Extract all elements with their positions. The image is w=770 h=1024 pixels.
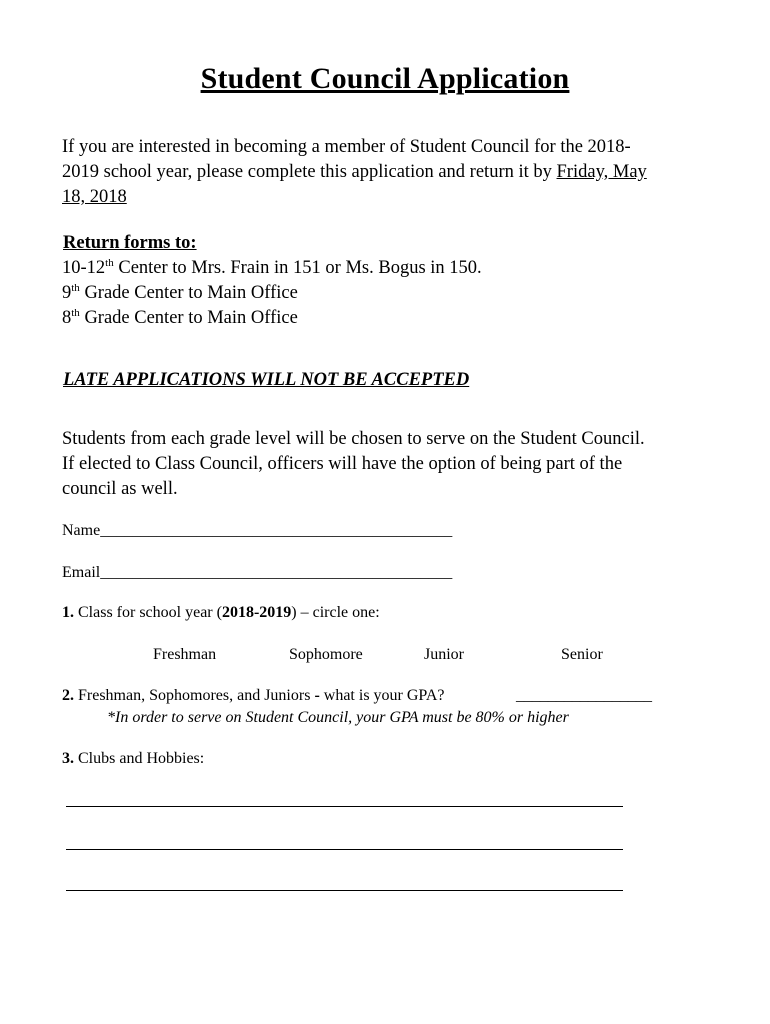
name-field[interactable] <box>62 522 452 540</box>
dash: - <box>314 687 320 704</box>
deadline-date: Friday, May <box>556 162 647 182</box>
ordinal-suffix: th <box>105 256 114 269</box>
clubs-answer-line-2[interactable] <box>66 849 623 850</box>
return-item-9 <box>62 281 298 306</box>
ordinal-suffix: th <box>71 306 80 319</box>
clubs-answer-line-1[interactable] <box>66 806 623 807</box>
question-number: 3. <box>62 750 74 767</box>
page-title: Student Council Application <box>200 62 570 95</box>
intro-line-2 <box>62 160 647 185</box>
question-text: Class for school year ( <box>74 604 222 621</box>
gpa-blank[interactable]: _________________ <box>516 687 652 704</box>
body-line-1: Students from each grade level will be chosen to serve on the Student Council. <box>62 429 645 449</box>
option-sophomore[interactable]: Sophomore <box>289 646 363 663</box>
school-year: 2018-2019 <box>221 604 292 621</box>
gpa-requirement-note: *In order to serve on Student Council, your GPA must be 80% or higher <box>107 709 569 726</box>
return-item-8 <box>62 306 298 331</box>
question-text: what is your GPA? <box>319 687 445 704</box>
question-number: 1. <box>62 604 74 621</box>
return-location: Grade Center to Main Office <box>79 308 298 328</box>
email-blank[interactable]: ____________________________________________ <box>100 564 453 581</box>
intro-text: 2019 school year, please complete this application and return it by <box>62 162 557 182</box>
grade-range: 10-12 <box>62 258 106 278</box>
return-location: Center to Mrs. Frain in 151 or Ms. Bogus in 150. <box>113 258 482 278</box>
return-location: Grade Center to Main Office <box>79 283 298 303</box>
email-label: Email <box>62 564 101 581</box>
body-line-3: council as well. <box>62 479 178 499</box>
grade-number: 9 <box>62 283 72 303</box>
question-1 <box>62 604 380 622</box>
deadline-date-cont: 18, 2018 <box>62 187 127 207</box>
body-line-2: If elected to Class Council, officers will have the option of being part of the <box>62 454 623 474</box>
intro-line-1: If you are interested in becoming a member of Student Council for the 2018- <box>62 137 631 157</box>
question-text: Freshman, Sophomores, and Juniors <box>74 687 315 704</box>
name-label: Name <box>62 522 101 539</box>
clubs-answer-line-3[interactable] <box>66 890 623 891</box>
option-senior[interactable]: Senior <box>561 646 603 663</box>
option-freshman[interactable]: Freshman <box>153 646 217 663</box>
return-item-10-12 <box>62 256 482 281</box>
name-blank[interactable]: ____________________________________________ <box>100 522 453 539</box>
question-text: Clubs and Hobbies: <box>74 750 205 767</box>
grade-number: 8 <box>62 308 72 328</box>
question-number: 2. <box>62 687 74 704</box>
question-2 <box>62 687 445 705</box>
ordinal-suffix: th <box>71 281 80 294</box>
late-notice: LATE APPLICATIONS WILL NOT BE ACCEPTED <box>63 370 470 390</box>
question-3 <box>62 750 204 768</box>
option-junior[interactable]: Junior <box>424 646 464 663</box>
email-field[interactable] <box>62 564 452 582</box>
return-forms-heading: Return forms to: <box>63 233 197 253</box>
question-text: ) – circle one: <box>291 604 380 621</box>
